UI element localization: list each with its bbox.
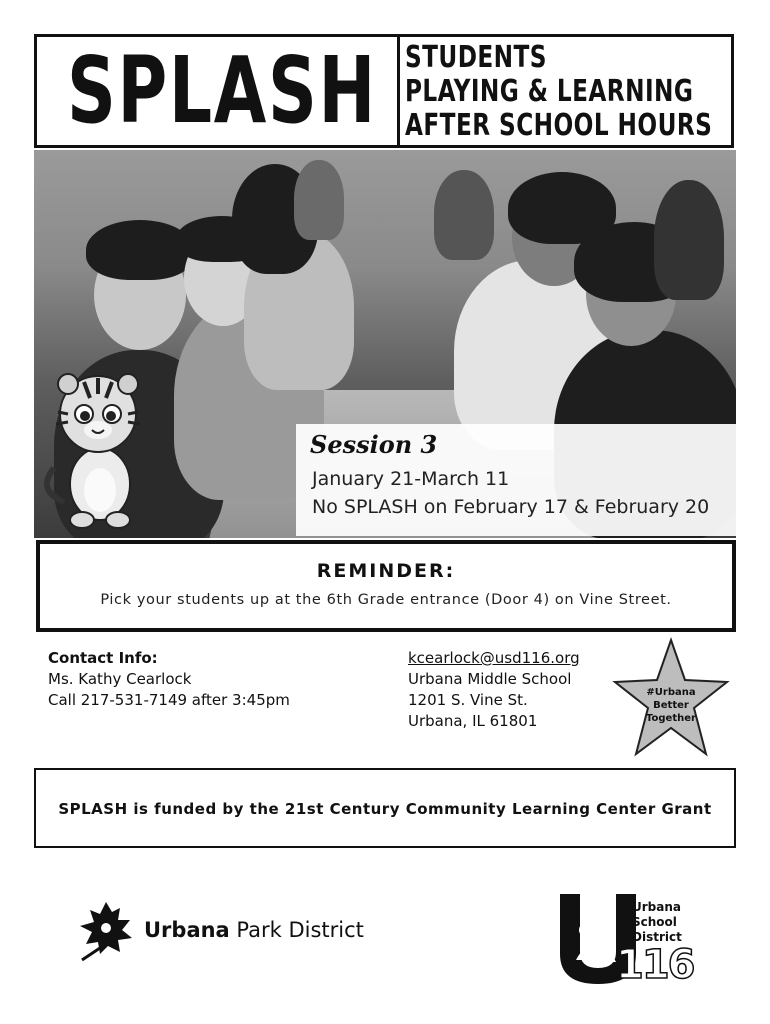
contact-name: Ms. Kathy Cearlock: [48, 670, 192, 688]
contact-info: [48, 648, 290, 711]
tagline-line-3: AFTER SCHOOL HOURS: [405, 108, 713, 143]
tagline-line-2: PLAYING & LEARNING: [405, 74, 694, 109]
star-line-3: Together: [646, 713, 696, 724]
star-line-2: Better: [653, 700, 689, 711]
reminder-text: Pick your students up at the 6th Grade entrance (Door 4) on Vine Street.: [100, 592, 672, 608]
contact-street: 1201 S. Vine St.: [408, 691, 528, 709]
reminder-title: REMINDER:: [316, 560, 456, 582]
district-line-1: Urbana: [632, 900, 681, 914]
tagline: [405, 41, 712, 143]
contact-label: Contact Info:: [48, 649, 158, 667]
star-line-1: #Urbana: [646, 687, 696, 698]
district-number: 116: [616, 942, 694, 988]
school-district-name: [632, 900, 682, 945]
reminder-box: [36, 540, 736, 632]
contact-city: Urbana, IL 61801: [408, 712, 538, 730]
header-divider: [397, 37, 400, 145]
session-title: Session 3: [310, 430, 438, 459]
splash-title: SPLASH: [67, 37, 377, 144]
park-name-bold: Urbana: [144, 918, 230, 942]
district-line-2: School: [632, 915, 677, 929]
tagline-line-1: STUDENTS: [405, 40, 547, 75]
contact-email-link[interactable]: kcearlock@usd116.org: [408, 649, 580, 667]
star-badge-text: [612, 686, 730, 725]
park-district-name: [144, 918, 364, 942]
session-panel: [296, 424, 738, 536]
district-line-3: District: [632, 930, 682, 944]
contact-address: [408, 648, 580, 732]
header-box: [34, 34, 734, 148]
session-note: No SPLASH on February 17 & February 20: [312, 496, 710, 518]
contact-phone: Call 217-531-7149 after 3:45pm: [48, 691, 290, 709]
session-dates: January 21-March 11: [312, 468, 510, 490]
park-name-rest: Park District: [229, 918, 364, 942]
oak-leaf-icon: [76, 898, 136, 962]
tiger-mascot-icon: [44, 372, 152, 532]
funding-box: SPLASH is funded by the 21st Century Community Learning Center Grant: [34, 768, 736, 848]
contact-school: Urbana Middle School: [408, 670, 572, 688]
